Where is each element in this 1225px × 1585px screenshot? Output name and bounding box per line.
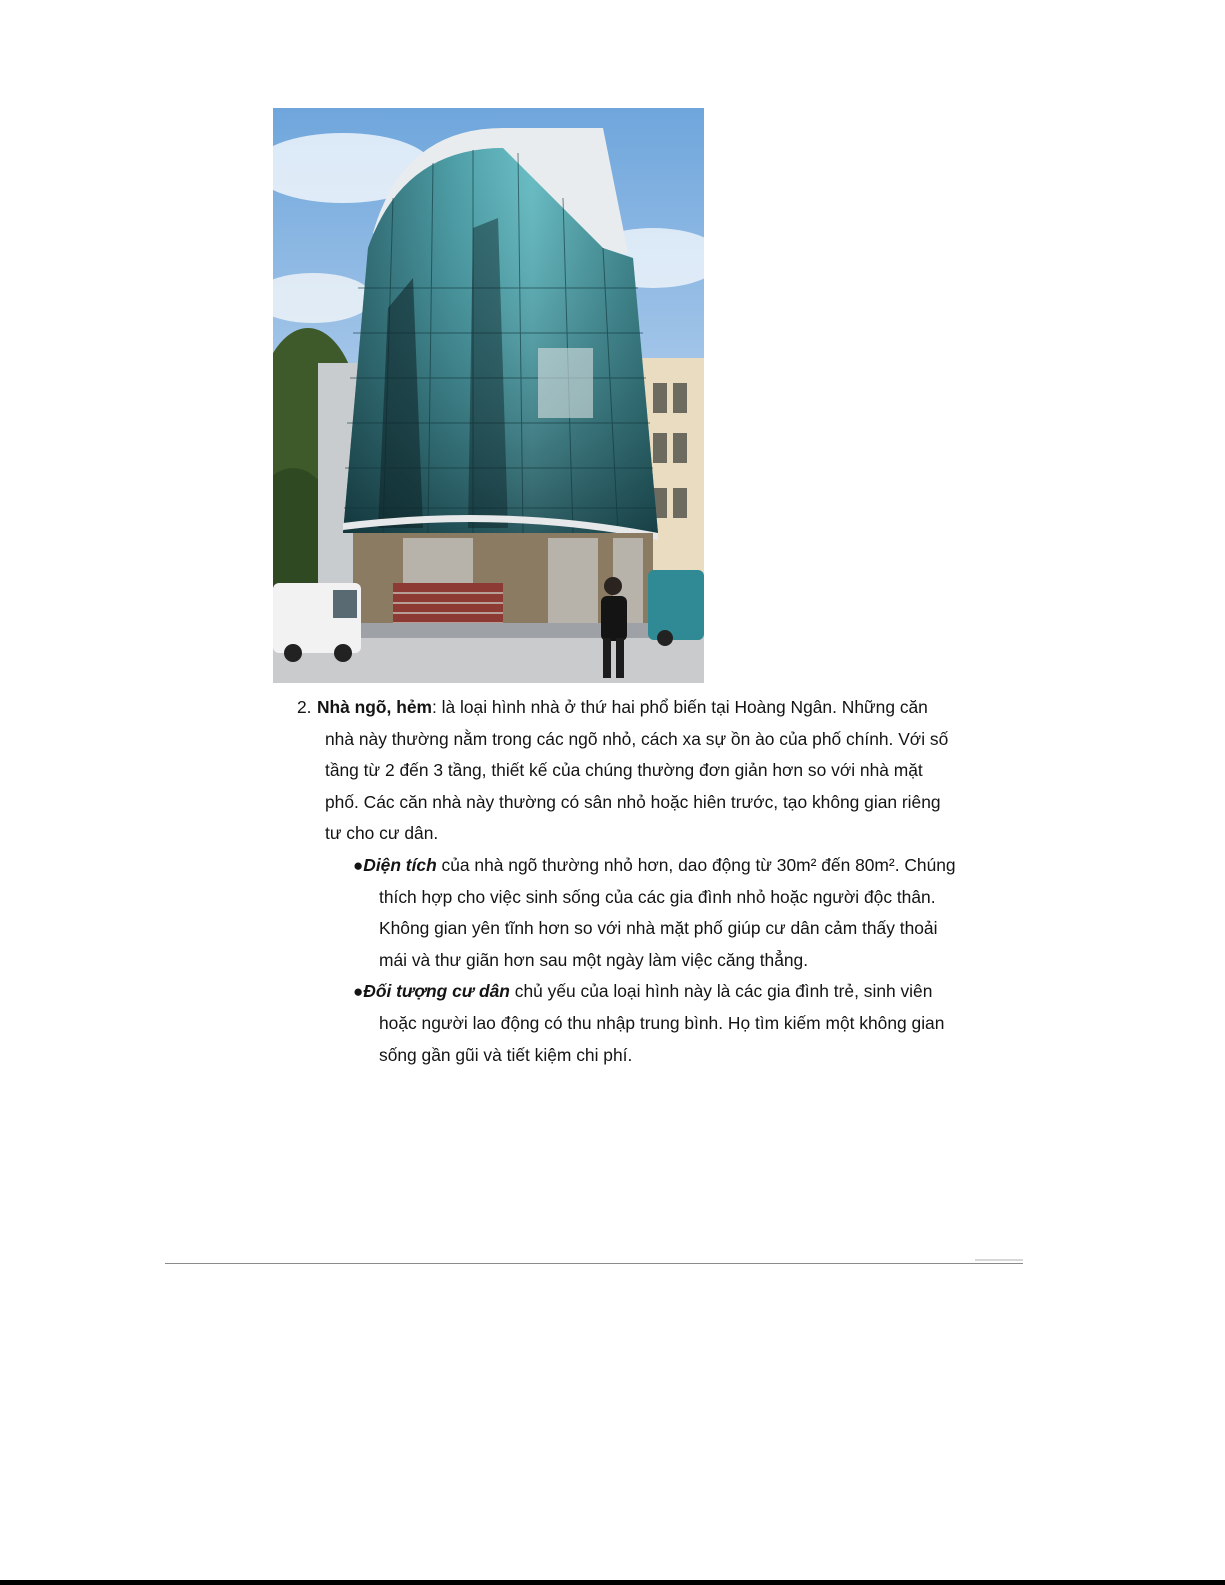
bullet-item-area [353,850,957,976]
bullet-text: chủ yếu của loại hình này là các gia đình trẻ, sinh viên hoặc người lao động có thu nhập trung bình. Họ tìm kiếm một không gian sống gần gũi và tiết kiệm chi phí. [379,981,945,1065]
bottom-edge-bar [0,1580,1225,1585]
page-divider [165,1263,1023,1264]
item-title: Nhà ngõ, hẻm [317,697,432,717]
bullet-text: của nhà ngõ thường nhỏ hơn, dao động từ 30m² đến 80m². Chúng thích hợp cho việc sinh sống của các gia đình nhỏ hoặc người độc thân. Không gian yên tĩnh hơn so với nhà mặt phố giúp cư dân cảm thấy thoải mái và thư giãn hơn sau một ngày làm việc căng thẳng. [379,854,956,970]
bullet-dot-icon: ● [353,982,364,1002]
bullet-term: Đối tượng cư dân [363,981,510,1002]
item-body: : là loại hình nhà ở thứ hai phổ biến tại Hoàng Ngân. Những căn nhà này thường nằm trong các ngõ nhỏ, cách xa sự ồn ào của phố chính. Với số tầng từ 2 đến 3 tầng, thiết kế của chúng thường đơn giản hơn so với nhà mặt phố. Các căn nhà này thường có sân nhỏ hoặc hiên trước, tạo không gian riêng tư cho cư dân. [325,697,949,844]
bullet-item-residents [353,976,957,1071]
item-number: 2. [297,697,312,717]
bullet-term: Diện tích [363,854,437,875]
list-item-2 [297,692,957,850]
building-photo [273,108,704,683]
bullet-dot-icon: ● [353,855,364,875]
section-content [297,692,957,1071]
sub-bullet-list [297,850,957,1071]
divider-fade [975,1259,1023,1261]
